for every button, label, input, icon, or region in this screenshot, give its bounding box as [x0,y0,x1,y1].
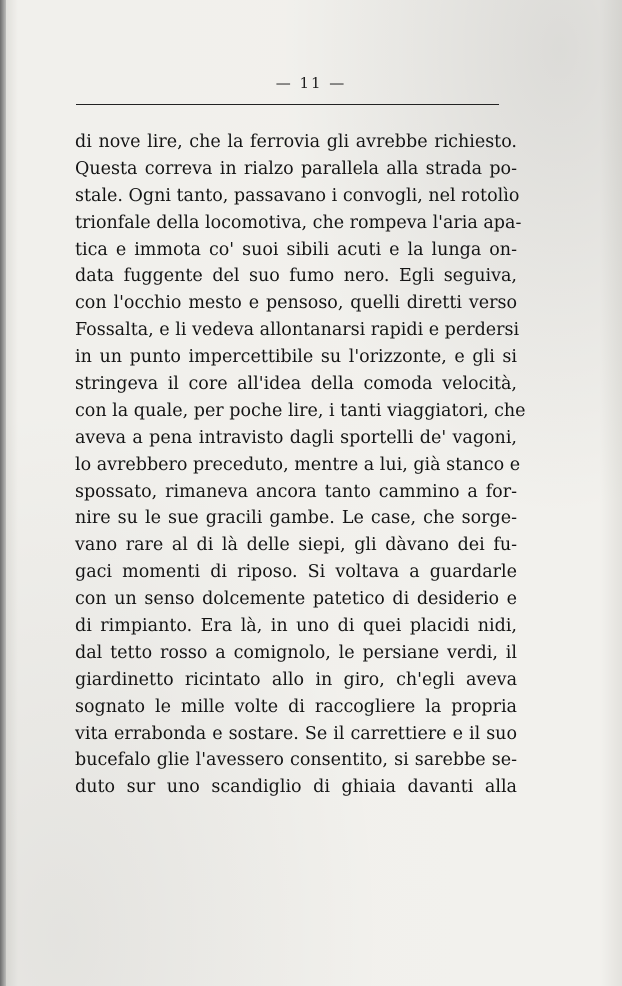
text-line: tica e immota co' suoi sibili acuti e la lunga on- [75,239,517,260]
text-line: con la quale, per poche lire, i tanti viaggiatori, che [75,400,526,421]
text-line: con l'occhio mesto e pensoso, quelli diretti verso [75,293,517,314]
text-line: in un punto impercettibile su l'orizzonte, e gli si [75,347,517,368]
text-line: spossato, rimaneva ancora tanto cammino a for- [75,481,517,502]
text-line: dal tetto rosso a comignolo, le persiane verdi, il [75,642,517,663]
text-line: stale. Ogni tanto, passavano i convogli, nel rotolìo [75,185,520,206]
header-rule [76,104,499,105]
text-line: bucefalo glie l'avessero consentito, si sarebbe se- [75,750,517,771]
page-number: — 11 — [275,74,347,92]
text-line: Questa correva in rialzo parallela alla strada po- [75,158,517,179]
text-line: data fuggente del suo fumo nero. Egli seguiva, [75,266,517,287]
text-line: gaci momenti di riposo. Si voltava a guardarle [75,562,517,583]
text-line: lo avrebbero preceduto, mentre a lui, già stanco e [75,454,521,475]
text-line: Fossalta, e li vedeva allontanarsi rapidi e perdersi [75,320,520,341]
text-line: nire su le sue gracili gambe. Le case, che sorge- [75,508,517,529]
text-line: con un senso dolcemente patetico di desiderio e [75,589,517,610]
page-spine-shadow [0,0,6,986]
text-line: stringeva il core all'idea della comoda velocità, [75,374,517,395]
text-line: trionfale della locomotiva, che rompeva l'aria apa- [75,212,522,233]
text-line: duto sur uno scandiglio di ghiaia davanti alla [75,777,517,798]
body-text [75,129,526,801]
text-line: sognato le mille volte di raccogliere la propria [75,696,517,717]
text-line: vita errabonda e sostare. Se il carrettiere e il suo [75,723,517,744]
text-line: vano rare al di là delle siepi, gli dàvano dei fu- [75,535,517,556]
text-line: aveva a pena intravisto dagli sportelli de' vagoni, [75,427,517,448]
text-line: di nove lire, che la ferrovia gli avrebbe richiesto. [75,132,517,152]
text-line: giardinetto ricintato allo in giro, ch'egli aveva [75,669,517,690]
text-line: di rimpianto. Era là, in uno di quei placidi nidi, [75,616,517,637]
